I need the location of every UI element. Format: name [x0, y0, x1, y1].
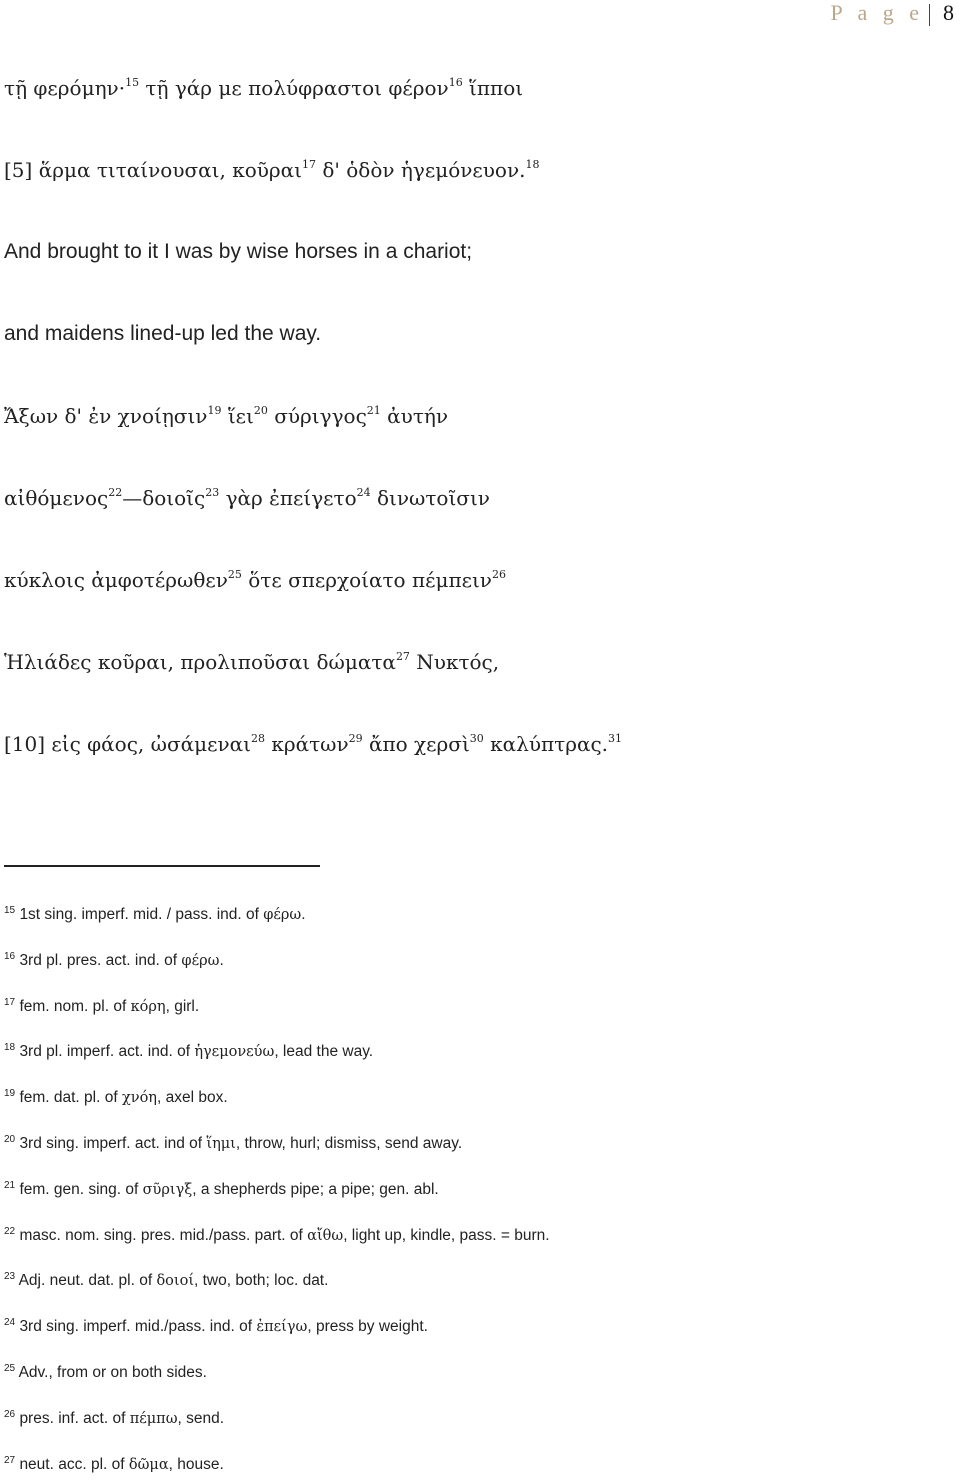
verse-text: καλύπτρας. [483, 732, 609, 756]
verse-line [4, 568, 506, 592]
footnote [4, 906, 306, 924]
footnote-ref[interactable]: 19 [207, 404, 222, 417]
footnote-gloss: , light up, kindle, pass. = burn. [343, 1227, 550, 1244]
footnote-number: 27 [4, 1455, 16, 1466]
footnote-greek-lemma: κόρη [130, 999, 166, 1015]
footnote-number: 19 [4, 1088, 16, 1099]
verse-text: τῇ φερόμην· [4, 76, 126, 100]
footnote-gloss: , a shepherds pipe; a pipe; gen. abl. [192, 1181, 439, 1198]
footnote-ref[interactable]: 31 [608, 732, 623, 745]
verse-text: and maidens lined-up led the way. [4, 322, 322, 345]
verse-text: δ' ὁδὸν ἡγεμόνευον. [316, 158, 526, 182]
verse-text: [5] ἅρμα τιταίνουσαι, κοῦραι [4, 158, 303, 182]
footnote-ref[interactable]: 26 [491, 568, 506, 581]
footnote-ref[interactable]: 22 [108, 486, 123, 499]
footnote [4, 1456, 224, 1474]
footnote-text: 3rd pl. imperf. act. ind. of [19, 1043, 195, 1060]
footnote-text: fem. dat. pl. of [19, 1089, 122, 1106]
footnote-text: Adj. neut. dat. pl. of [18, 1272, 157, 1289]
footnote-greek-lemma: δοιοί [156, 1273, 195, 1289]
footnote [4, 1089, 228, 1107]
footnote-greek-lemma: φέρω [181, 953, 220, 969]
verse-text: δινωτοῖσιν [370, 486, 490, 510]
footnote-number: 20 [4, 1134, 16, 1145]
footnote-text: 3rd pl. pres. act. ind. of [19, 952, 182, 969]
footnote-number: 16 [4, 951, 16, 962]
footnote-gloss: , throw, hurl; dismiss, send away. [235, 1135, 463, 1152]
footnote-text: masc. nom. sing. pres. mid./pass. part. of [19, 1227, 308, 1244]
footnote-ref[interactable]: 18 [525, 158, 540, 171]
footnote-gloss: , girl. [165, 998, 200, 1015]
footnote-ref[interactable]: 15 [125, 76, 140, 89]
footnote-ref[interactable]: 23 [205, 486, 220, 499]
page-label: P a g e [830, 0, 924, 25]
footnote-number: 24 [4, 1317, 16, 1328]
footnote-ref[interactable]: 21 [366, 404, 381, 417]
footnote [4, 1043, 373, 1061]
footnote-number: 26 [4, 1409, 16, 1420]
footnote-number: 18 [4, 1042, 16, 1053]
verse-line [4, 322, 321, 346]
footnote-rule [4, 865, 320, 867]
footnote-gloss: . [219, 952, 224, 969]
verse-text: αἰθόμενος [4, 486, 109, 510]
footnote-number: 17 [4, 997, 16, 1008]
footnote [4, 1272, 328, 1290]
footnote-gloss: , house. [168, 1456, 224, 1473]
footnote-gloss: , press by weight. [307, 1318, 428, 1335]
verse-text: κύκλοις ἀμφοτέρωθεν [4, 568, 228, 592]
verse-text: And brought to it I was by wise horses in a chariot; [4, 240, 473, 263]
footnote-ref[interactable]: 29 [348, 732, 363, 745]
verse-line [4, 486, 490, 510]
verse-line [4, 76, 523, 100]
verse-text: [10] εἰς φάος, ὠσάμεναι [4, 732, 251, 756]
footnote-gloss: . [301, 906, 306, 923]
footnote [4, 1227, 550, 1245]
footnote [4, 1364, 207, 1382]
verse-text: γὰρ ἐπείγετο [219, 486, 357, 510]
footnote-text: 3rd sing. imperf. mid./pass. ind. of [19, 1318, 257, 1335]
footnote-ref[interactable]: 25 [227, 568, 242, 581]
footnote-greek-lemma: χνόη [121, 1090, 157, 1106]
footnote-greek-lemma: πέμπω [129, 1411, 178, 1427]
footnote-gloss: , two, both; loc. dat. [194, 1272, 329, 1289]
footnote-ref[interactable]: 24 [356, 486, 371, 499]
header-separator [929, 4, 930, 26]
verse-line [4, 404, 448, 428]
footnote-text: pres. inf. act. of [19, 1410, 130, 1427]
footnote-text: 1st sing. imperf. mid. / pass. ind. of [19, 906, 264, 923]
footnote-text: fem. nom. pl. of [19, 998, 131, 1015]
footnote [4, 1410, 224, 1428]
footnote-ref[interactable]: 17 [302, 158, 317, 171]
footnote-greek-lemma: δῶμα [128, 1457, 169, 1473]
page-header [0, 0, 960, 34]
verse-text: Ἡλιάδες κοῦραι, προλιποῦσαι δώματα [4, 650, 396, 674]
footnote-ref[interactable]: 28 [250, 732, 265, 745]
footnote [4, 952, 224, 970]
verse-text: Νυκτός, [409, 650, 500, 674]
verse-text: ἀυτήν [380, 404, 449, 428]
page-number: 8 [943, 0, 954, 25]
footnote-gloss: , send. [177, 1410, 225, 1427]
verse-line [4, 240, 472, 264]
footnote-text: fem. gen. sing. of [19, 1181, 143, 1198]
verse-text: ἵπποι [462, 76, 524, 100]
verse-text: ὅτε σπερχοίατο πέμπειν [241, 568, 492, 592]
footnote-text: neut. acc. pl. of [19, 1456, 129, 1473]
footnote-greek-lemma: ἵημι [206, 1136, 236, 1152]
footnote-number: 23 [4, 1271, 16, 1282]
footnote-text: 3rd sing. imperf. act. ind of [19, 1135, 207, 1152]
verse-line [4, 732, 622, 756]
footnote-ref[interactable]: 16 [448, 76, 463, 89]
footnote-greek-lemma: ἐπείγω [256, 1319, 308, 1335]
footnote-greek-lemma: ἡγεμονεύω [194, 1044, 275, 1060]
footnote-gloss: , axel box. [157, 1089, 228, 1106]
verse-text: ἄπο χερσὶ [362, 732, 470, 756]
verse-line [4, 650, 499, 674]
verse-line [4, 158, 539, 182]
footnote-number: 15 [4, 905, 16, 916]
verse-text: τῇ γάρ με πολύφραστοι φέρον [139, 76, 449, 100]
footnote [4, 998, 199, 1016]
footnote-gloss: , lead the way. [274, 1043, 374, 1060]
verse-text: —δοιοῖς [122, 486, 206, 510]
footnote-greek-lemma: φέρω [263, 907, 302, 923]
footnote-number: 25 [4, 1363, 16, 1374]
verse-text: Ἄξων δ' ἐν χνοίῃσιν [4, 404, 208, 428]
footnote-number: 21 [4, 1180, 16, 1191]
footnote-ref[interactable]: 30 [469, 732, 484, 745]
footnote-text: Adv., from or on both sides. [18, 1364, 207, 1381]
footnote [4, 1181, 439, 1199]
footnote-greek-lemma: αἴθω [307, 1228, 344, 1244]
verse-text: ἵει [221, 404, 254, 428]
footnote [4, 1135, 462, 1153]
verse-text: σύριγγος [267, 404, 367, 428]
footnote-ref[interactable]: 20 [253, 404, 268, 417]
footnote-ref[interactable]: 27 [395, 650, 410, 663]
footnote-greek-lemma: σῦριγξ [142, 1182, 193, 1198]
footnote-number: 22 [4, 1226, 16, 1237]
verse-text: κράτων [264, 732, 349, 756]
footnote [4, 1318, 428, 1336]
